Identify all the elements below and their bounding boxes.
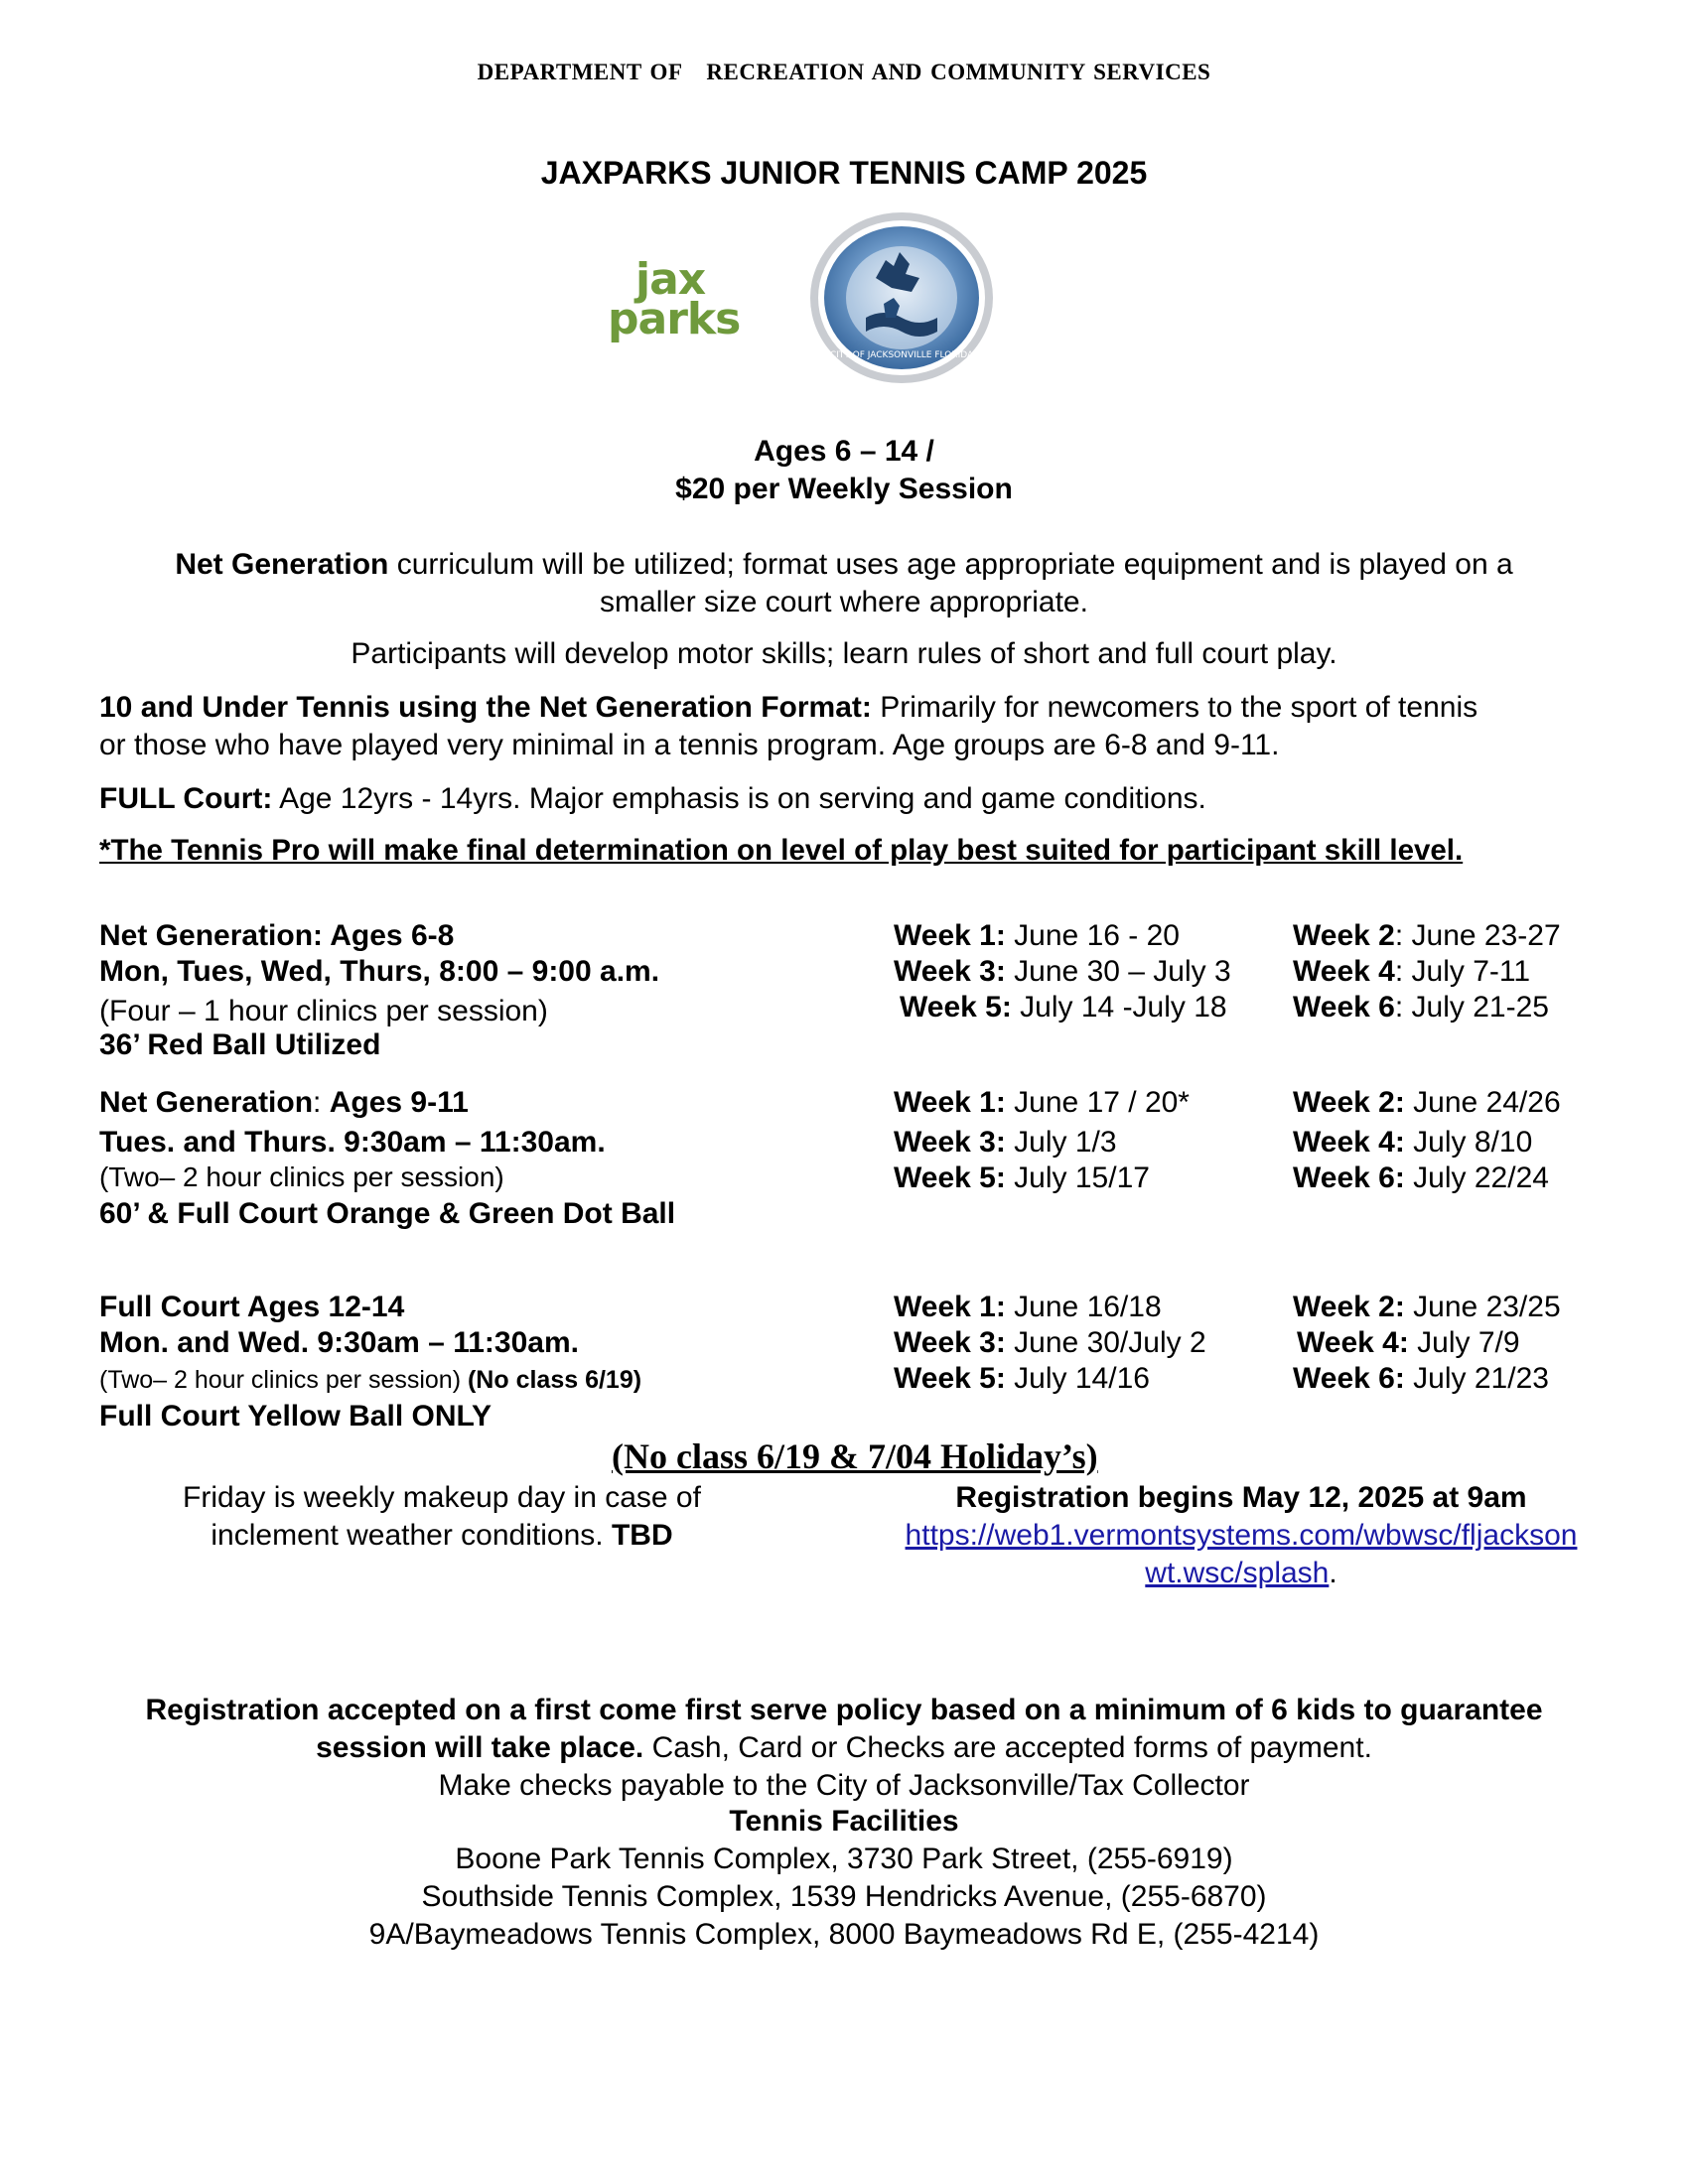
session3-week2: Week 2: June 23/25 <box>1293 1291 1561 1323</box>
logo-line-parks: parks <box>608 294 741 344</box>
netgen-bold: Net Generation <box>175 548 389 581</box>
session2-clinics: (Two– 2 hour clinics per session) <box>99 1161 504 1192</box>
department-heading: DEPARTMENT OF RECREATION AND COMMUNITY SERVICES <box>477 60 1211 84</box>
city-seal-icon <box>806 208 997 387</box>
session3-week5: Week 5: July 14/16 <box>894 1362 1150 1395</box>
session2-week4: Week 4: July 8/10 <box>1293 1126 1533 1159</box>
logo-line-jax: jax <box>635 254 706 305</box>
session2-week2: Week 2: June 24/26 <box>1293 1086 1561 1119</box>
session1-ball: 36’ Red Ball Utilized <box>99 1028 381 1061</box>
session1-week5: Week 5: July 14 -July 18 <box>900 991 1227 1024</box>
session3-week3: Week 3: June 30/July 2 <box>894 1326 1206 1359</box>
checks-payable: Make checks payable to the City of Jacksonville/Tax Collector <box>438 1769 1250 1802</box>
registration-heading: Registration begins May 12, 2025 at 9am <box>955 1481 1527 1514</box>
session3-title: Full Court Ages 12-14 <box>99 1291 405 1323</box>
session1-title: Net Generation: Ages 6-8 <box>99 919 455 952</box>
session1-schedule: Mon, Tues, Wed, Thurs, 8:00 – 9:00 a.m. <box>99 955 660 988</box>
session2-schedule: Tues. and Thurs. 9:30am – 11:30am. <box>99 1126 606 1159</box>
ten-under-paragraph <box>99 689 1609 764</box>
session1-week2: Week 2: June 23-27 <box>1293 919 1561 952</box>
session2-week6: Week 6: July 22/24 <box>1293 1161 1549 1194</box>
ten-under-line2: or those who have played very minimal in a tennis program. Age groups are 6-8 and 9-11. <box>99 729 1280 761</box>
registration-link-cont[interactable]: wt.wsc/splash <box>1145 1557 1330 1589</box>
session3-week1: Week 1: June 16/18 <box>894 1291 1162 1323</box>
session3-week6: Week 6: July 21/23 <box>1293 1362 1549 1395</box>
session2-week3: Week 3: July 1/3 <box>894 1126 1117 1159</box>
registration-link[interactable]: https://web1.vermontsystems.com/wbwsc/fljackson <box>905 1519 1578 1552</box>
session3-ball: Full Court Yellow Ball ONLY <box>99 1400 492 1433</box>
facility-boone-park: Boone Park Tennis Complex, 3730 Park Street, (255-6919) <box>455 1843 1233 1875</box>
session1-week3: Week 3: June 30 – July 3 <box>894 955 1231 988</box>
registration-block: Registration begins May 12, 2025 at 9am https://web1.vermontsystems.com/wbwsc/fljackson wt.wsc/splash. <box>905 1481 1578 1589</box>
session1-week4: Week 4: July 7-11 <box>1293 955 1531 988</box>
session2-week1: Week 1: June 17 / 20* <box>894 1086 1190 1119</box>
session2-ball: 60’ & Full Court Orange & Green Dot Ball <box>99 1197 676 1230</box>
full-court-rest: Age 12yrs - 14yrs. Major emphasis is on serving and game conditions. <box>272 782 1206 815</box>
full-court-paragraph <box>99 780 1609 818</box>
netgen-paragraph <box>0 546 1688 621</box>
session3-week4: Week 4: July 7/9 <box>1297 1326 1520 1359</box>
participants-text: Participants will develop motor skills; learn rules of short and full court play. <box>351 637 1337 670</box>
makeup-note: Friday is weekly makeup day in case of inclement weather conditions. TBD <box>183 1481 701 1552</box>
price-text: $20 per Weekly Session <box>675 473 1013 505</box>
facility-baymeadows: 9A/Baymeadows Tennis Complex, 8000 Baymeadows Rd E, (255-4214) <box>368 1918 1320 1951</box>
session1-clinics: (Four – 1 hour clinics per session) <box>99 995 548 1027</box>
ten-under-bold: 10 and Under Tennis using the Net Generation Format: <box>99 691 872 724</box>
jaxparks-logo <box>608 254 757 344</box>
session3-schedule: Mon. and Wed. 9:30am – 11:30am. <box>99 1326 579 1359</box>
session1-week6: Week 6: July 21-25 <box>1293 991 1549 1024</box>
ten-under-rest: Primarily for newcomers to the sport of tennis <box>871 691 1478 724</box>
netgen-rest: curriculum will be utilized; format uses age appropriate equipment and is played on a <box>388 548 1513 581</box>
netgen-line2: smaller size court where appropriate. <box>600 586 1088 618</box>
full-court-bold: FULL Court: <box>99 782 273 815</box>
session2-title: Net Generation: Ages 9-11 <box>99 1086 469 1119</box>
session2-week5: Week 5: July 15/17 <box>894 1161 1150 1194</box>
policy-paragraph: Registration accepted on a first come first serve policy based on a minimum of 6 kids to guarantee session will take place. Cash, Card or Checks are accepted forms of payment. <box>145 1694 1543 1764</box>
facility-southside: Southside Tennis Complex, 1539 Hendricks Avenue, (255-6870) <box>421 1880 1267 1913</box>
holiday-note: (No class 6/19 & 7/04 Holiday’s) <box>612 1436 1098 1476</box>
facilities-heading: Tennis Facilities <box>729 1805 959 1838</box>
session1-week1: Week 1: June 16 - 20 <box>894 919 1180 952</box>
seal-caption: CITY OF JACKSONVILLE FLORIDA <box>829 350 974 360</box>
tennis-pro-note: *The Tennis Pro will make final determination on level of play best suited for participant skill level. <box>99 834 1464 867</box>
page-title: JAXPARKS JUNIOR TENNIS CAMP 2025 <box>540 155 1148 191</box>
session3-clinics: (Two– 2 hour clinics per session) (No class 6/19) <box>99 1366 642 1394</box>
ages-text: Ages 6 – 14 / <box>754 435 934 468</box>
